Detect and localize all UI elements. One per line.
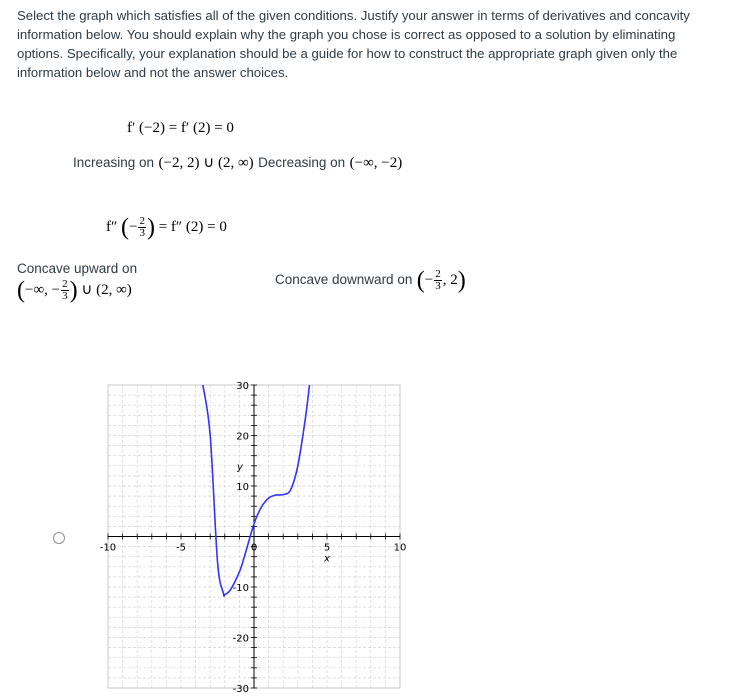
x-tick-label: -10: [100, 542, 117, 554]
concave-down-fraction: [434, 269, 442, 292]
x-tick-label: -5: [176, 542, 186, 554]
y-tick-label: 30: [236, 381, 249, 392]
frac-denominator: 3: [62, 290, 68, 302]
concave-up-interval: [17, 279, 132, 302]
frac-numerator: 2: [62, 278, 68, 290]
first-derivative-condition: [127, 120, 234, 137]
y-tick-label: -30: [232, 684, 249, 694]
second-derivative-rest: = f″ (2) = 0: [158, 218, 227, 235]
second-derivative-arg-sign: −: [129, 218, 138, 235]
concave-down-condition: [275, 269, 466, 292]
monotonicity-condition: [73, 153, 402, 172]
concave-up-tail: ∪ (2, ∞): [81, 281, 132, 298]
y-tick-label: 10: [236, 482, 249, 493]
y-tick-label: 20: [236, 431, 249, 443]
x-axis-label: x: [324, 553, 330, 565]
question-text: Select the graph which satisfies all of the given conditions. Justify your answer in terms of derivatives and concavity information below. You should explain why the graph you chose is correct as opposed to a solution by eliminating options. Specifically, your explanation should be a guide for how to construct the appropriate graph given only the information below and not the answer choices.: [17, 8, 690, 80]
concave-up-start: −∞, −: [25, 281, 61, 298]
open-paren: (: [121, 214, 129, 241]
close-paren: ): [146, 214, 155, 241]
y-tick-label: -20: [232, 633, 249, 645]
frac-numerator: 2: [435, 268, 441, 280]
open-paren: (: [17, 277, 25, 304]
second-derivative-prefix: f″: [106, 218, 118, 235]
frac-numerator: 2: [139, 215, 145, 227]
answer-graph: [100, 380, 410, 694]
open-paren: (: [416, 267, 425, 294]
first-derivative-text: f′ (−2) = f′ (2) = 0: [127, 120, 234, 136]
concave-up-fraction: [61, 279, 69, 302]
increasing-label: Increasing on: [73, 155, 155, 170]
x-tick-label: 0: [250, 542, 258, 554]
concave-up-label: Concave upward on: [17, 261, 138, 276]
decreasing-interval: (−∞, −2): [349, 155, 403, 171]
second-derivative-fraction: [138, 216, 146, 239]
function-curve: [203, 385, 310, 596]
frac-denominator: 3: [435, 280, 441, 292]
decreasing-label: Decreasing on: [258, 155, 346, 170]
close-paren: ): [457, 267, 466, 294]
close-paren: ): [69, 277, 78, 304]
answer-choice-radio[interactable]: [53, 532, 65, 544]
y-tick-label: -10: [232, 583, 249, 594]
frac-denominator: 3: [139, 227, 145, 239]
second-derivative-condition: [106, 216, 227, 239]
increasing-interval: (−2, 2) ∪ (2, ∞): [158, 155, 254, 171]
concave-down-tail: , 2: [442, 271, 458, 288]
concave-down-sign: −: [424, 271, 434, 288]
concave-down-label: Concave downward on: [275, 271, 413, 287]
graph-tick-labels: [100, 381, 406, 694]
x-tick-label: 10: [393, 542, 407, 554]
x-tick-label: 5: [323, 542, 331, 554]
y-axis-label: y: [237, 461, 243, 473]
